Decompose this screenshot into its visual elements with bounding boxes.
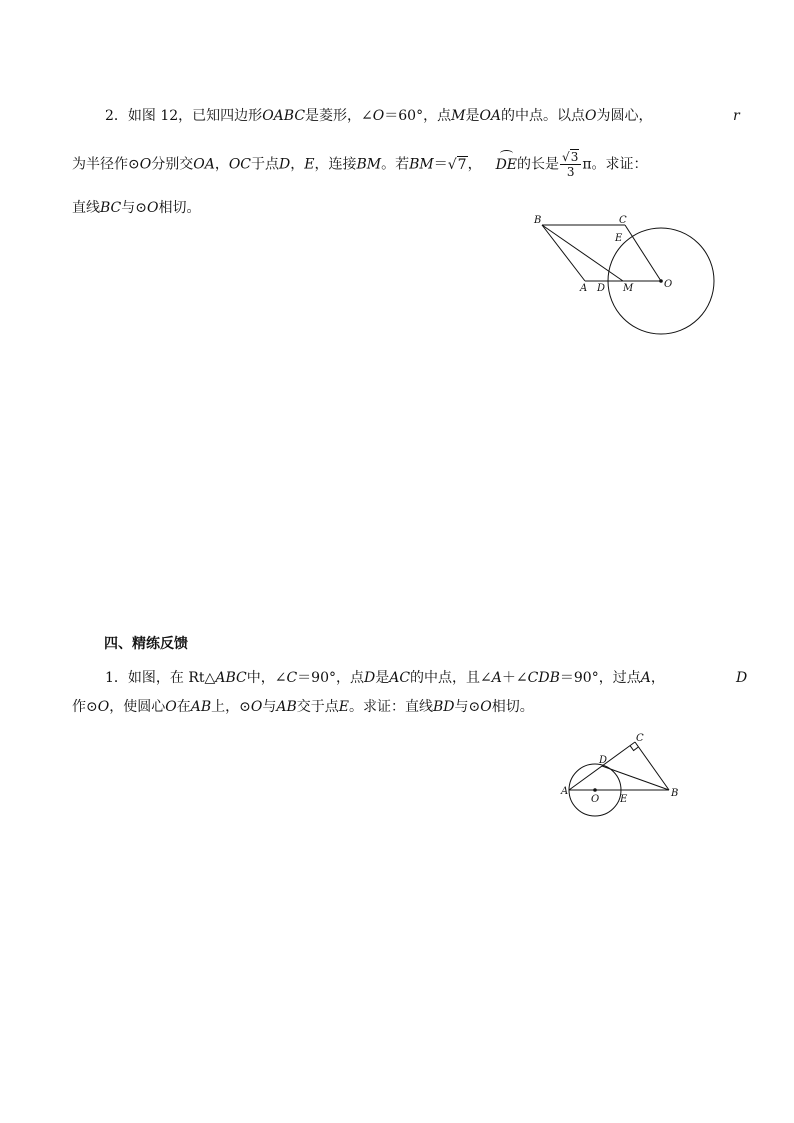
var-d: D [363,670,376,686]
text: 是 [465,108,480,124]
var-r: r [733,108,740,124]
text: 于点 [251,156,280,173]
segment-co [625,225,661,281]
text: 。求证： [591,156,648,173]
var-cdb: CDB [527,670,560,686]
text: 相切。 [158,200,201,216]
var-c: C [286,670,298,686]
text: 为半径作⊙ [72,156,140,173]
segment-bm [542,225,623,281]
text: 的中点。以点 [501,108,586,124]
radicand: 3 [570,150,579,164]
problem1-line1 [105,668,665,688]
arc-label: DE [495,156,518,173]
label-c: C [619,215,627,226]
text: ，使圆心 [109,699,166,715]
var-o: O [147,200,159,216]
text: 。求证：直线 [348,699,433,715]
text: 在 [176,699,191,715]
text: 与⊙ [454,699,481,715]
text: 直线 [72,200,100,216]
label-d: D [597,283,606,294]
text: ， [467,156,482,173]
text: ， [650,670,665,686]
label-m: M [623,283,634,294]
var-a: A [491,670,502,686]
var-bd: BD [432,699,455,715]
fraction-sqrt3-over-3 [560,150,581,179]
arc-mark [500,150,513,157]
problem2-line3 [72,198,200,218]
label-o: O [664,279,673,290]
figure-rhombus-circle [530,210,730,340]
var-e: E [304,156,315,173]
var-o: O [585,108,597,124]
problem2-line1 [105,106,653,126]
label-e: E [620,794,628,805]
text: 相切。 [491,699,534,715]
var-o: O [97,699,110,715]
section-heading: 四、精练反馈 [104,636,188,652]
sqrt-seven: √7 [447,156,467,173]
var-oa: OA [479,108,502,124]
segment-db [602,766,669,790]
text: 与⊙ [121,200,147,216]
text: 是菱形，∠ [305,108,373,124]
text: ， [290,156,305,173]
var-o: O [480,699,492,715]
pi-symbol: π [582,156,592,173]
var-abc: ABC [215,670,247,686]
var-o: O [250,699,263,715]
text: ＝60°，点 [384,108,452,124]
arc-de [496,155,517,175]
text: 交于点 [296,699,339,715]
var-ac: AC [389,670,411,686]
text: ＝ [433,156,448,173]
var-d: D [736,670,748,686]
var-bm: BM [409,156,434,173]
fraction-numerator: √3 [560,150,581,165]
problem1-line2 [72,697,534,717]
segment-cb [635,742,669,790]
label-d: D [599,755,608,766]
fraction-denominator: 3 [566,165,575,179]
problem2-line2 [72,150,648,179]
label-b: B [534,215,542,226]
var-oabc: OABC [262,108,306,124]
triangle-symbol: △ [204,670,216,686]
text: 上，⊙ [211,699,251,715]
text: 分别交 [151,156,194,173]
text: 是 [375,670,390,686]
text: 的长是 [517,156,560,173]
center-dot [593,788,597,792]
text: ， [214,156,229,173]
label-a: A [561,786,569,797]
text: 如图 12，已知四边形 [127,108,263,124]
label-o: O [591,794,600,805]
radicand: 7 [457,156,467,173]
label-c: C [636,733,644,744]
var-m: M [451,108,466,124]
figure-right-triangle-circle [555,730,695,820]
right-angle-mark [630,746,639,751]
text: 作⊙ [72,699,98,715]
text: ＋∠ [501,670,528,686]
label-b: B [671,788,679,799]
segment-ba [542,225,585,281]
text: ，连接 [314,156,357,173]
var-e: E [338,699,349,715]
var-o: O [165,699,177,715]
var-a: A [640,670,651,686]
center-dot [659,279,663,283]
problem-number: 2． [105,108,128,124]
problem-number: 1． [105,670,128,686]
label-e: E [615,233,623,244]
var-o: O [139,156,152,173]
var-d: D [279,156,291,173]
text: ＝90°，过点 [559,670,641,686]
var-oa: OA [193,156,215,173]
text: 的中点，且∠ [410,670,492,686]
var-ab: AB [276,699,297,715]
var-oc: OC [228,156,252,173]
text: 与 [262,699,277,715]
text: 为圆心， [596,108,653,124]
text: 。若 [381,156,410,173]
text: 如图，在 Rt [127,670,205,686]
var-bm: BM [356,156,382,173]
var-o: O [372,108,385,124]
text: ＝90°，点 [297,670,364,686]
text: 中，∠ [246,670,287,686]
label-a: A [580,283,588,294]
var-bc: BC [100,200,122,216]
var-ab: AB [190,699,212,715]
